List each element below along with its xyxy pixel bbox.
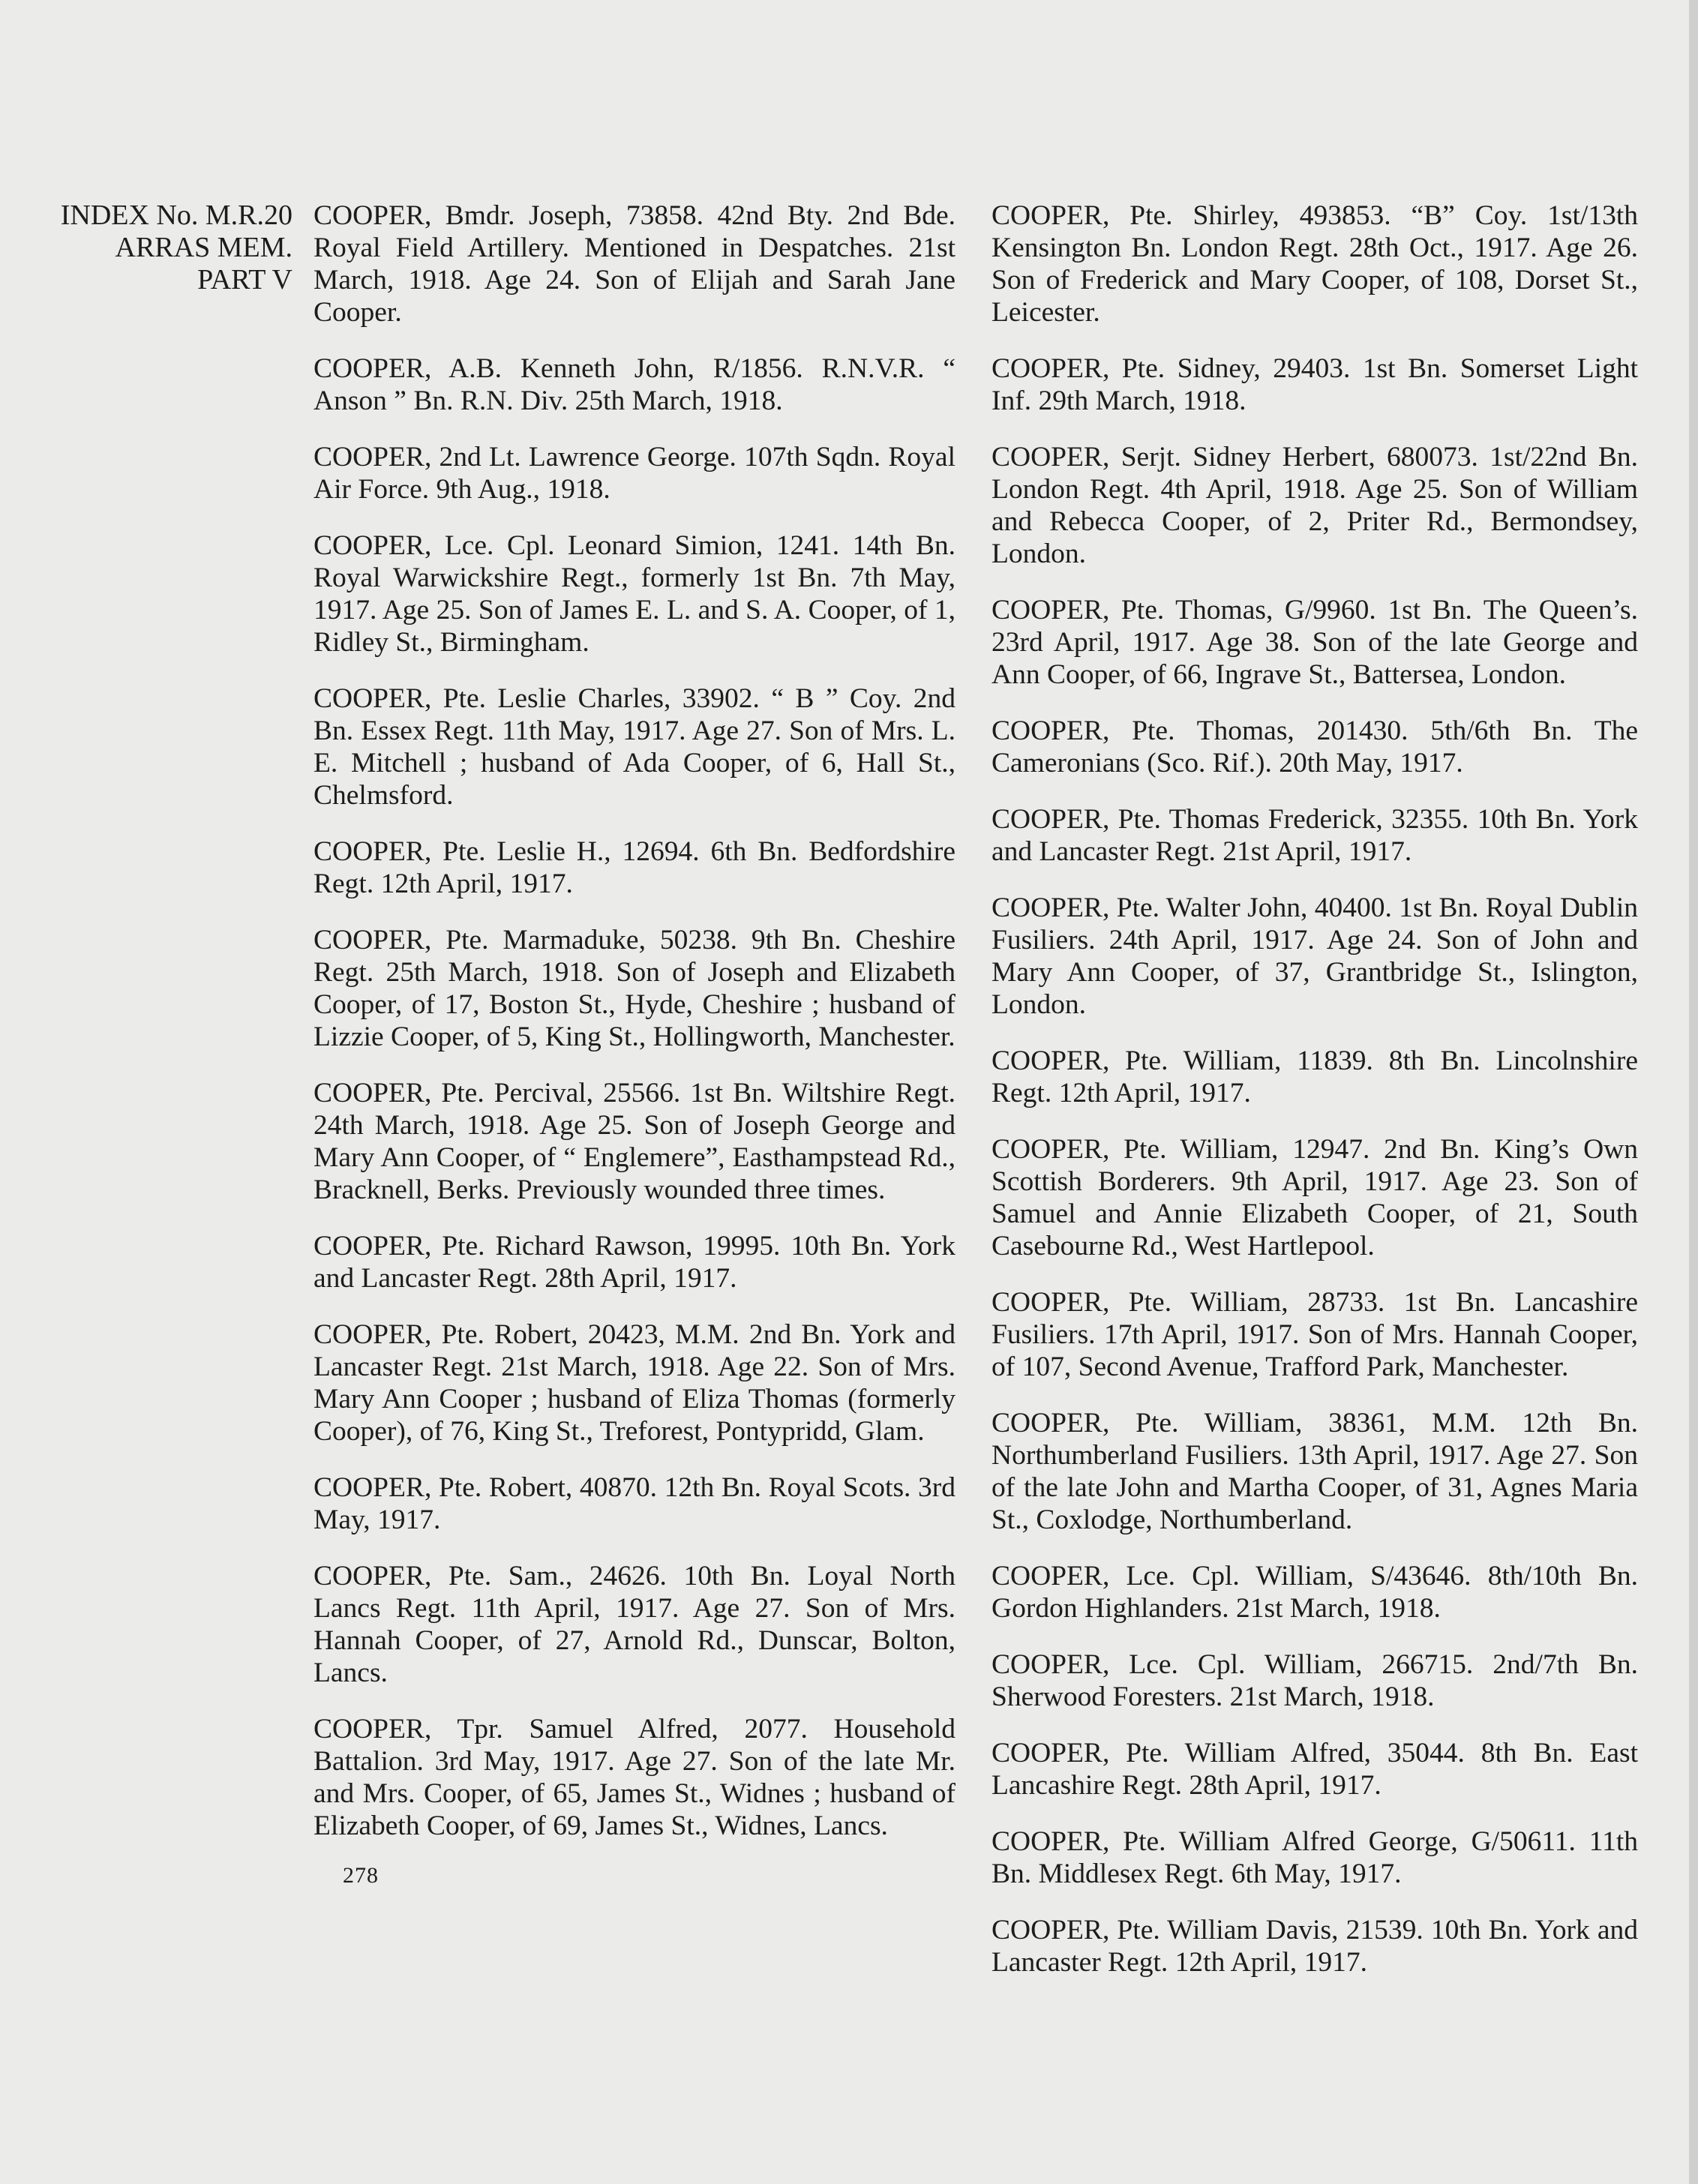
casualty-entry: COOPER, Pte. Shirley, 493853. “B” Coy. 1st/13th Kensington Bn. London Regt. 28th Oct., 1917. Age 26. Son of Frederick and Mary Cooper, of 108, Dorset St., Leicester. — [992, 200, 1638, 328]
right-column — [992, 200, 1638, 2002]
casualty-entry: COOPER, 2nd Lt. Lawrence George. 107th Sqdn. Royal Air Force. 9th Aug., 1918. — [314, 442, 956, 505]
casualty-entry: COOPER, Lce. Cpl. William, 266715. 2nd/7th Bn. Sherwood Foresters. 21st March, 1918. — [992, 1649, 1638, 1712]
casualty-entry: COOPER, Bmdr. Joseph, 73858. 42nd Bty. 2nd Bde. Royal Field Artillery. Mentioned in Despatches. 21st March, 1918. Age 24. Son of Elijah and Sarah Jane Cooper. — [314, 200, 956, 328]
casualty-entry: COOPER, Tpr. Samuel Alfred, 2077. Household Battalion. 3rd May, 1917. Age 27. Son of the late Mr. and Mrs. Cooper, of 65, James St., Widnes ; husband of Elizabeth Cooper, of 69, James St., Widnes, Lancs. — [314, 1714, 956, 1841]
casualty-entry: COOPER, Pte. William, 28733. 1st Bn. Lancashire Fusiliers. 17th April, 1917. Son of Mrs. Hannah Cooper, of 107, Second Avenue, Trafford Park, Manchester. — [992, 1287, 1638, 1382]
casualty-entry: COOPER, Pte. William Alfred, 35044. 8th Bn. East Lancashire Regt. 28th April, 1917. — [992, 1738, 1638, 1801]
casualty-entry: COOPER, Pte. Sidney, 29403. 1st Bn. Somerset Light Inf. 29th March, 1918. — [992, 353, 1638, 416]
casualty-entry: COOPER, Pte. Walter John, 40400. 1st Bn. Royal Dublin Fusiliers. 24th April, 1917. Age 24. Son of John and Mary Ann Cooper, of 37, Grantbridge St., Islington, London. — [992, 892, 1638, 1020]
casualty-entry: COOPER, Pte. William, 11839. 8th Bn. Lincolnshire Regt. 12th April, 1917. — [992, 1046, 1638, 1108]
casualty-entry: COOPER, Pte. Sam., 24626. 10th Bn. Loyal North Lancs Regt. 11th April, 1917. Age 27. Son of Mrs. Hannah Cooper, of 27, Arnold Rd., Dunscar, Bolton, Lancs. — [314, 1561, 956, 1688]
casualty-entry: COOPER, Pte. Leslie Charles, 33902. “ B ” Coy. 2nd Bn. Essex Regt. 11th May, 1917. Age 27. Son of Mrs. L. E. Mitchell ; husband of Ada Cooper, of 6, Hall St., Chelmsford. — [314, 683, 956, 811]
casualty-entry: COOPER, Pte. Thomas, G/9960. 1st Bn. The Queen’s. 23rd April, 1917. Age 38. Son of the late George and Ann Cooper, of 66, Ingrave St., Battersea, London. — [992, 595, 1638, 690]
page-number: 278 — [343, 1863, 379, 1888]
casualty-entry: COOPER, Pte. William Davis, 21539. 10th Bn. York and Lancaster Regt. 12th April, 1917. — [992, 1915, 1638, 1978]
casualty-entry: COOPER, Pte. Thomas, 201430. 5th/6th Bn. The Cameronians (Sco. Rif.). 20th May, 1917. — [992, 716, 1638, 778]
part-label: PART V — [197, 264, 292, 296]
casualty-entry: COOPER, Lce. Cpl. William, S/43646. 8th/10th Bn. Gordon Highlanders. 21st March, 1918. — [992, 1561, 1638, 1624]
casualty-entry: COOPER, Pte. Thomas Frederick, 32355. 10th Bn. York and Lancaster Regt. 21st April, 1917. — [992, 804, 1638, 867]
casualty-entry: COOPER, Pte. William, 12947. 2nd Bn. King’s Own Scottish Borderers. 9th April, 1917. Age 23. Son of Samuel and Annie Elizabeth Cooper, of 21, South Casebourne Rd., West Hartlepool. — [992, 1134, 1638, 1262]
casualty-entry: COOPER, Lce. Cpl. Leonard Simion, 1241. 14th Bn. Royal Warwickshire Regt., formerly 1st Bn. 7th May, 1917. Age 25. Son of James E. L. and S. A. Cooper, of 1, Ridley St., Birmingham. — [314, 530, 956, 658]
casualty-entry: COOPER, Serjt. Sidney Herbert, 680073. 1st/22nd Bn. London Regt. 4th April, 1918. Age 25. Son of William and Rebecca Cooper, of 2, Priter Rd., Bermondsey, London. — [992, 442, 1638, 569]
casualty-entry: COOPER, A.B. Kenneth John, R/1856. R.N.V.R. “ Anson ” Bn. R.N. Div. 25th March, 1918. — [314, 353, 956, 416]
casualty-entry: COOPER, Pte. Richard Rawson, 19995. 10th Bn. York and Lancaster Regt. 28th April, 1917. — [314, 1231, 956, 1294]
index-number: INDEX No. M.R.20 — [60, 200, 292, 231]
left-column — [314, 200, 956, 1866]
casualty-entry: COOPER, Pte. Robert, 40870. 12th Bn. Royal Scots. 3rd May, 1917. — [314, 1472, 956, 1535]
memorial-name: ARRAS MEM. — [115, 232, 292, 263]
casualty-entry: COOPER, Pte. Marmaduke, 50238. 9th Bn. Cheshire Regt. 25th March, 1918. Son of Joseph and Elizabeth Cooper, of 17, Boston St., Hyde, Cheshire ; husband of Lizzie Cooper, of 5, King St., Hollingworth, Manchester. — [314, 925, 956, 1052]
casualty-entry: COOPER, Pte. Robert, 20423, M.M. 2nd Bn. York and Lancaster Regt. 21st March, 1918. Age 22. Son of Mrs. Mary Ann Cooper ; husband of Eliza Thomas (formerly Cooper), of 76, King St., Treforest, Pontypridd, Glam. — [314, 1319, 956, 1447]
page-edge — [1689, 0, 1698, 2184]
casualty-entry: COOPER, Pte. William, 38361, M.M. 12th Bn. Northumberland Fusiliers. 13th April, 1917. Age 27. Son of the late John and Martha Cooper, of 31, Agnes Maria St., Coxlodge, Northumberland. — [992, 1408, 1638, 1535]
casualty-entry: COOPER, Pte. William Alfred George, G/50611. 11th Bn. Middlesex Regt. 6th May, 1917. — [992, 1826, 1638, 1889]
casualty-entry: COOPER, Pte. Leslie H., 12694. 6th Bn. Bedfordshire Regt. 12th April, 1917. — [314, 836, 956, 899]
casualty-entry: COOPER, Pte. Percival, 25566. 1st Bn. Wiltshire Regt. 24th March, 1918. Age 25. Son of Joseph George and Mary Ann Cooper, of “ Englemere”, Easthampstead Rd., Bracknell, Berks. Previously wounded three times. — [314, 1078, 956, 1205]
index-reference — [22, 200, 292, 296]
